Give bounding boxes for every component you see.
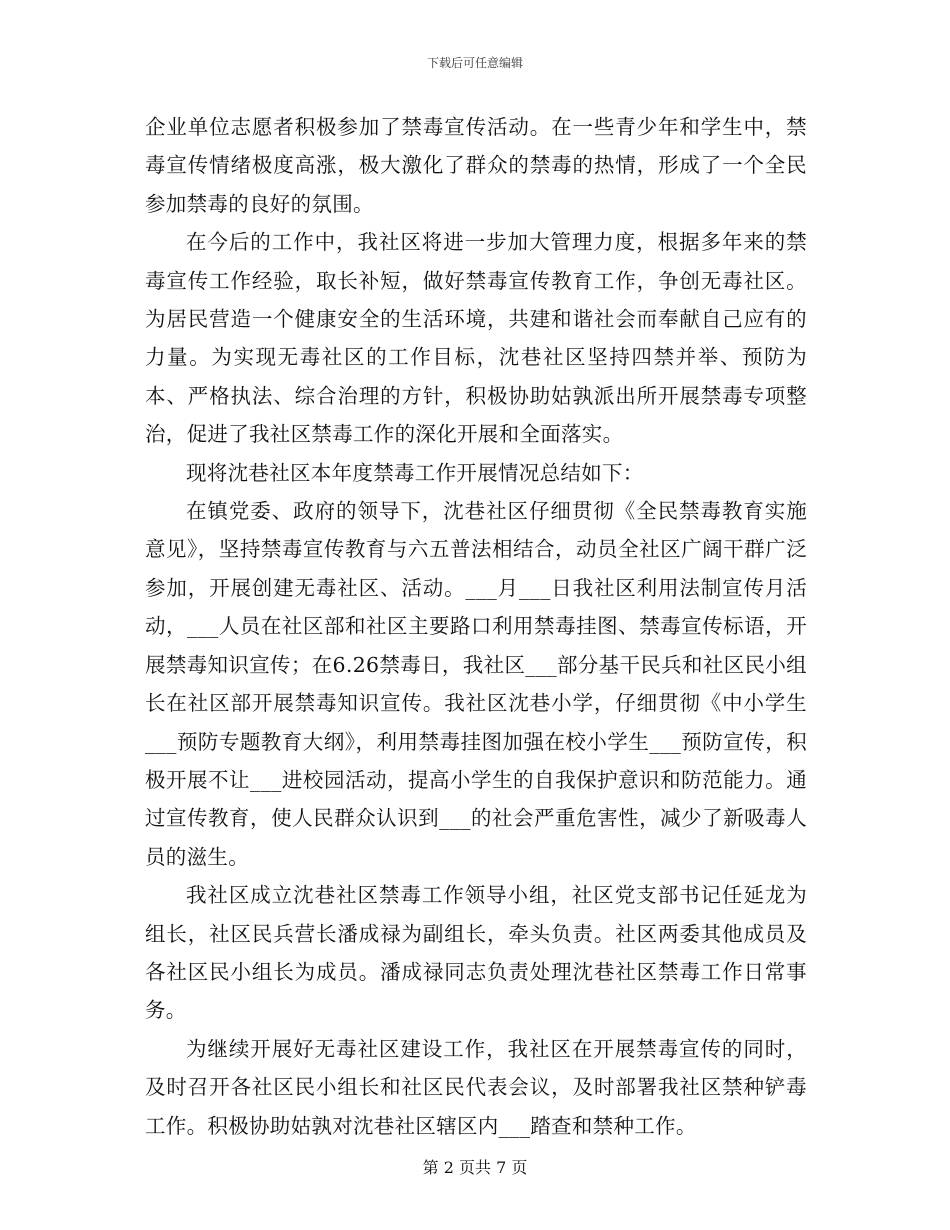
paragraph-2: 在今后的工作中，我社区将进一步加大管理力度，根据多年来的禁毒宣传工作经验，取长补短，做好禁毒宣传教育工作，争创无毒社区。为居民营造一个健康安全的生活环境，共建和谐社会而奉献自己应有的力量。为实现无毒社区的工作目标，沈巷社区坚持四禁并举、预防为本、严格执法、综合治理的方针，积极协助姑孰派出所开展禁毒专项整治，促进了我社区禁毒工作的深化开展和全面落实。 [145,230,807,447]
paragraph-6: 为继续开展好无毒社区建设工作，我社区在开展禁毒宣传的同时，及时召开各社区民小组长和社区民代表会议，及时部署我社区禁种铲毒工作。积极协助姑孰对沈巷社区辖区内___踏查和禁种工作。 [145,1036,807,1138]
paragraph-4: 在镇党委、政府的领导下，沈巷社区仔细贯彻《全民禁毒教育实施意见》，坚持禁毒宣传教育与六五普法相结合，动员全社区广阔干群广泛参加，开展创建无毒社区、活动。___月___日我社区利用法制宣传月活动，___人员在社区部和社区主要路口利用禁毒挂图、禁毒宣传标语，开展禁毒知识宣传；在6.26禁毒日，我社区___部分基干民兵和社区民小组长在社区部开展禁毒知识宣传。我社区沈巷小学，仔细贯彻《中小学生___预防专题教育大纲》，利用禁毒挂图加强在校小学生___预防宣传，积极开展不让___进校园活动，提高小学生的自我保护意识和防范能力。通过宣传教育，使人民群众认识到___的社会严重危害性，减少了新吸毒人员的滋生。 [145,499,807,869]
document-body [145,108,807,1145]
page-number: 第 2 页共 7 页 [422,1158,528,1177]
paragraph-1: 企业单位志愿者积极参加了禁毒宣传活动。在一些青少年和学生中，禁毒宣传情绪极度高涨，极大激化了群众的禁毒的热情，形成了一个全民参加禁毒的良好的氛围。 [145,115,807,216]
paragraph-5: 我社区成立沈巷社区禁毒工作领导小组，社区党支部书记任延龙为组长，社区民兵营长潘成禄为副组长，牵头负责。社区两委其他成员及各社区民小组长为成员。潘成禄同志负责处理沈巷社区禁毒工作日常事务。 [145,883,807,1023]
paragraph-3: 现将沈巷社区本年度禁毒工作开展情况总结如下： [186,460,644,485]
page-header: 下载后可任意编辑 [426,56,523,70]
